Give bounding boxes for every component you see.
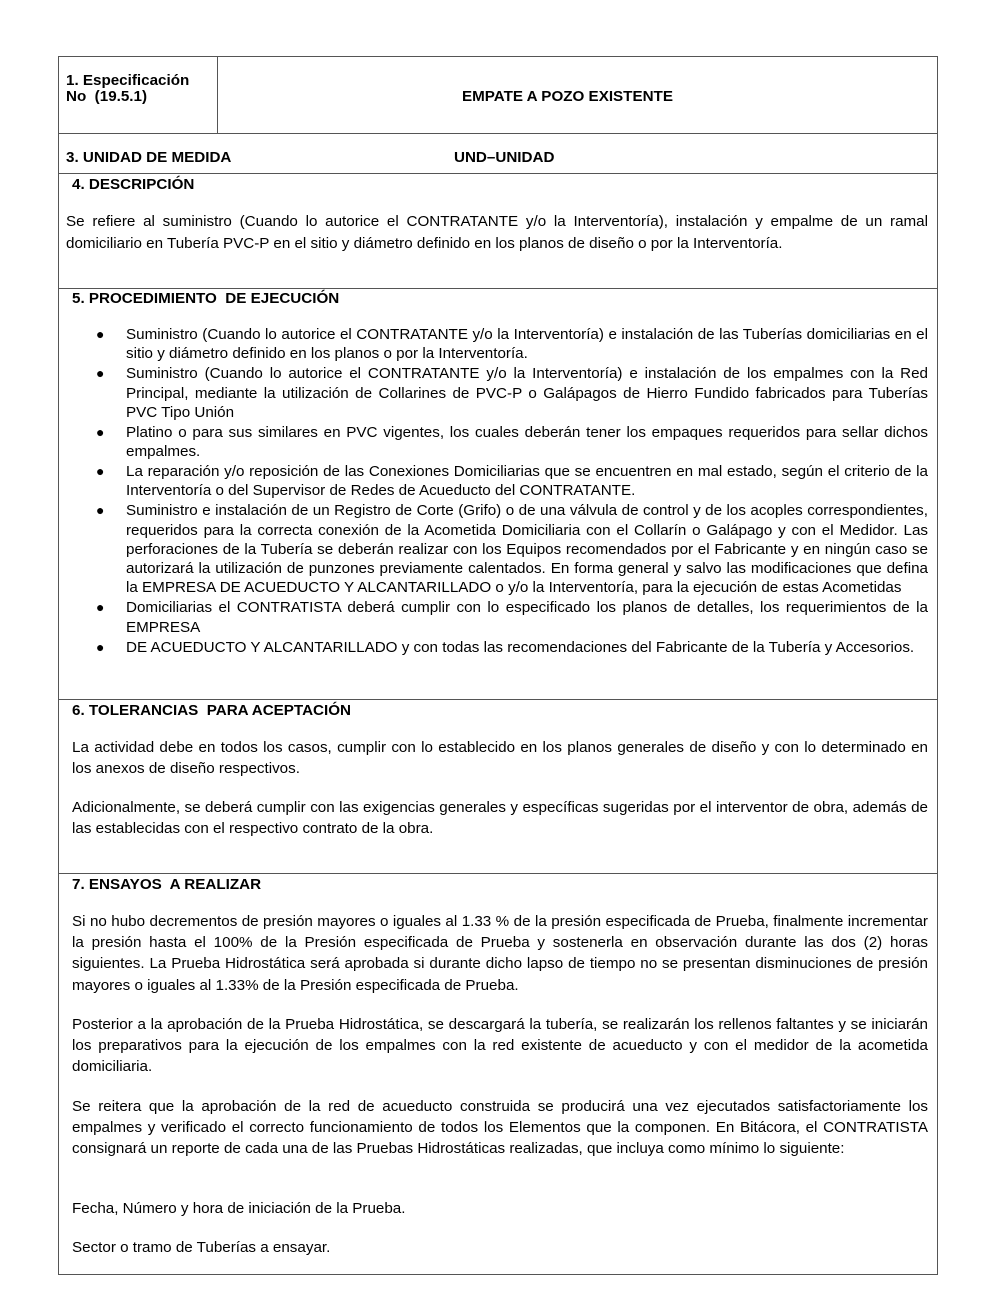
row-divider-1 [58, 133, 938, 134]
unidad-label: 3. UNIDAD DE MEDIDA [66, 149, 232, 166]
page-title: EMPATE A POZO EXISTENTE [462, 88, 673, 105]
tolerancias-heading: 6. TOLERANCIAS PARA ACEPTACIÓN [72, 702, 352, 719]
row-divider-2 [58, 173, 938, 174]
bullet-icon: ● [96, 326, 105, 342]
ensayos-paragraph-2: Posterior a la aprobación de la Prueba Hidrostática, se descargará la tubería, se realizarán los rellenos faltantes y se iniciarán los preparativos para la ejecución de los empalmes con la red existente de acueducto y con el medidor de la acometida domiciliaria. [72, 1016, 928, 1076]
spec-number-line2: No (19.5.1) [66, 88, 148, 105]
descripcion-text: Se refiere al suministro (Cuando lo autorice el CONTRATANTE y/o la Interventoría), instalación y empalme de un ramal domiciliario en Tubería PVC-P en el sitio y diámetro definido en los planos de diseño o por la Interventoría. [66, 213, 928, 253]
bullet-icon: ● [96, 365, 105, 382]
row-divider-5 [58, 873, 938, 874]
ensayos-paragraph-3: Se reitera que la aprobación de la red de acueducto construida se producirá una vez ejecutados satisfactoriamente los empalmes y verificado el correcto funcionamiento de todos los Elementos que la componen. En Bitácora, el CONTRATISTA consignará un reporte de cada una de las Pruebas Hidrostáticas realizadas, que incluya como mínimo lo siguiente: [72, 1098, 928, 1158]
list-item: ● Platino o para sus similares en PVC vigentes, los cuales deberán tener los empaques requeridos para sellar dichos empalmes. [96, 423, 928, 460]
list-item: ● La reparación y/o reposición de las Conexiones Domiciliarias que se encuentren en mal estado, según el criterio de la Interventoría o del Supervisor de Redes de Acueducto del CONTRATANTE. [96, 463, 928, 500]
unidad-value: UND–UNIDAD [454, 149, 555, 166]
tolerancias-paragraph-2: Adicionalmente, se deberá cumplir con las exigencias generales y específicas sugeridas por el interventor de obra, además de las establecidas con el respectivo contrato de la obra. [72, 799, 928, 838]
bullet-icon: ● [96, 502, 105, 519]
ensayos-heading: 7. ENSAYOS A REALIZAR [72, 876, 262, 893]
descripcion-heading: 4. DESCRIPCIÓN [72, 176, 195, 193]
list-item: ● Domiciliarias el CONTRATISTA deberá cumplir con lo especificado los planos de detalles, los requerimientos de la EMPRESA [96, 599, 928, 636]
header-divider [217, 56, 218, 133]
list-item: ● Suministro (Cuando lo autorice el CONTRATANTE y/o la Interventoría) e instalación de los empalmes con la Red Principal, mediante la utilización de Collarines de PVC-P o Galápagos de Hierro Fundido fabricados para Tuberías PVC Tipo Unión [96, 365, 928, 421]
procedimiento-list [72, 325, 928, 658]
list-item: ● DE ACUEDUCTO Y ALCANTARILLADO y con todas las recomendaciones del Fabricante de la Tubería y Accesorios. [96, 638, 915, 656]
ensayos-paragraph-5: Sector o tramo de Tuberías a ensayar. [72, 1239, 331, 1256]
ensayos-paragraph-4: Fecha, Número y hora de iniciación de la Prueba. [72, 1200, 406, 1217]
row-divider-4 [58, 699, 938, 700]
bullet-icon: ● [96, 638, 105, 655]
list-item: ● Suministro (Cuando lo autorice el CONTRATANTE y/o la Interventoría) e instalación de las Tuberías domiciliarias en el sitio y diámetro definido en los planos o por la Interventoría. [96, 326, 928, 363]
tolerancias-paragraph-1: La actividad debe en todos los casos, cumplir con lo establecido en los planos generales de diseño y con lo determinado en los anexos de diseño respectivos. [72, 739, 928, 778]
bullet-icon: ● [96, 463, 105, 480]
list-item: ● Suministro e instalación de un Registro de Corte (Grifo) o de una válvula de control y de los acoples correspondientes, requeridos para la correcta conexión de la Acometida Domiciliaria con el Collarín o Galápago y con el Medidor. Las perforaciones de la Tubería se deberán realizar con los Equipos recomendados por el Fabricante y en ningún caso se autorizará la utilización de punzones previamente calentados. En forma general y salvo las modificaciones que defina la EMPRESA DE ACUEDUCTO Y ALCANTARILLADO o y/o la Interventoría, para la ejecución de estas Acometidas [96, 502, 928, 597]
bullet-icon: ● [96, 599, 105, 616]
ensayos-paragraph-1: Si no hubo decrementos de presión mayores o iguales al 1.33 % de la presión especificada de Prueba, finalmente incrementar la presión hasta el 100% de la Presión especificada de Prueba y sostenerla en observación durante las dos (2) horas siguientes. La Prueba Hidrostática será aprobada si durante dicho lapso de tiempo no se presentan disminuciones de presión mayores o iguales al 1.33% de la Presión especificada de Prueba. [72, 913, 928, 994]
bullet-icon: ● [96, 423, 105, 440]
spec-number-line1: 1. Especificación [66, 72, 190, 89]
procedimiento-heading: 5. PROCEDIMIENTO DE EJECUCIÓN [72, 290, 340, 307]
